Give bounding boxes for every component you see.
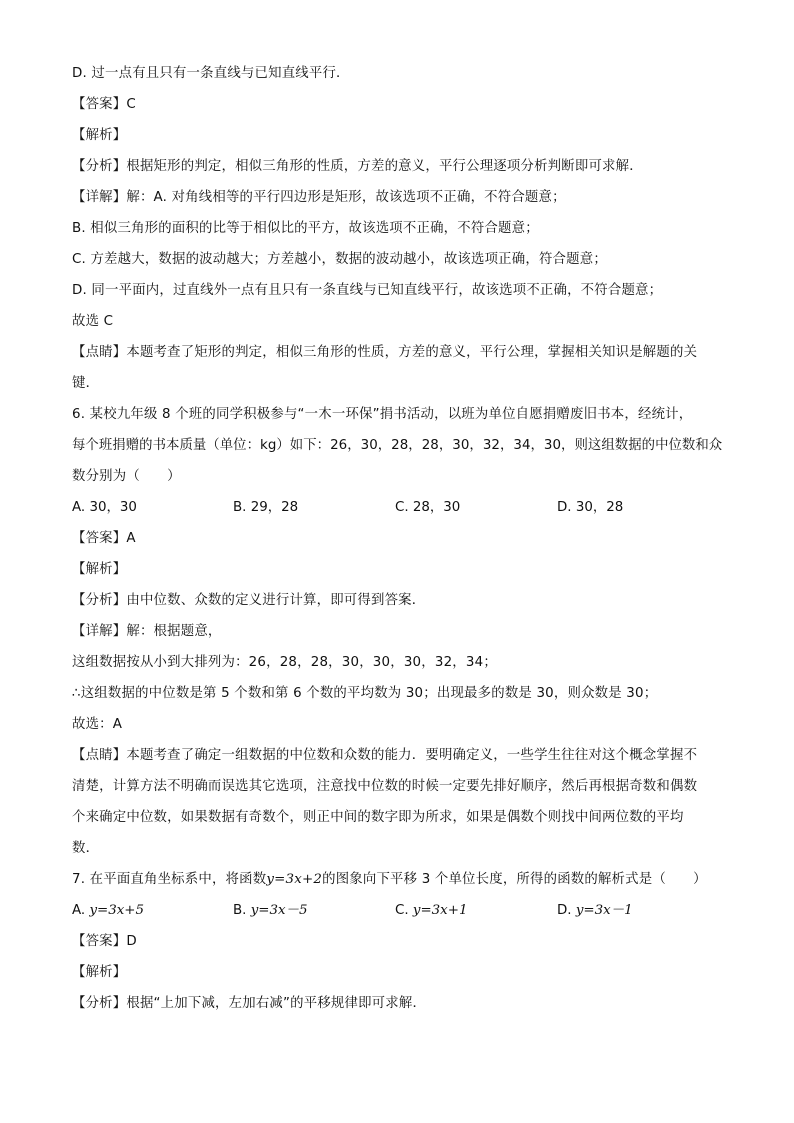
q5-comment-line-2: 键．: [72, 376, 100, 391]
q6-detail-3: ∴这组数据的中位数是第 5 个数和第 6 个数的平均数为 30；出现最多的数是 30，则众数是 30；: [72, 686, 658, 701]
q5-conclusion: 故选 C: [72, 314, 114, 329]
q7-option-c: [395, 902, 467, 920]
q6-option-a: A. 30，30: [72, 500, 137, 515]
q7-analysis: 【分析】根据“上加下减，左加右减”的平移规律即可求解．: [72, 996, 427, 1011]
q7-stem: [72, 871, 707, 889]
q7-option-a-expr: y=3x+5: [89, 903, 145, 918]
q6-conclusion: 故选：A: [72, 717, 123, 732]
q7-option-c-expr: y=3x+1: [412, 903, 468, 918]
q6-analysis: 【分析】由中位数、众数的定义进行计算，即可得到答案．: [72, 593, 426, 608]
q6-comment-line-2: 清楚，计算方法不明确而误选其它选项，注意找中位数的时候一定要先排好顺序，然后再根据奇数和偶数: [72, 779, 698, 794]
q7-option-d-label: D.: [557, 903, 572, 918]
q7-function: y=3x+2: [266, 872, 323, 887]
q6-comment-line-1: 【点睛】本题考查了确定一组数据的中位数和众数的能力．要明确定义，一些学生往往对这个概念掌握不: [72, 748, 698, 763]
q7-option-b-expr: y=3x－5: [250, 903, 308, 918]
q6-stem-line-2: 每个班捐赠的书本质量（单位：kg）如下：26，30，28，28，30，32，34，30，则这组数据的中位数和众: [72, 438, 723, 453]
q7-analysis-heading: 【解析】: [72, 965, 127, 980]
q6-option-b: B. 29，28: [233, 500, 299, 515]
q6-detail-1: 【详解】解：根据题意，: [72, 624, 222, 639]
q7-option-d: [557, 902, 633, 920]
q5-analysis: 【分析】根据矩形的判定，相似三角形的性质，方差的意义，平行公理逐项分析判断即可求解．: [72, 159, 643, 174]
q7-option-b: [233, 902, 308, 920]
q5-detail-c: C. 方差越大，数据的波动越大；方差越小，数据的波动越小，故该选项正确，符合题意；: [72, 252, 607, 267]
q7-option-b-label: B.: [233, 903, 247, 918]
q6-detail-2: 这组数据按从小到大排列为：26，28，28，30，30，30，32，34；: [72, 655, 497, 670]
q5-analysis-heading: 【解析】: [72, 128, 127, 143]
q6-option-d: D. 30，28: [557, 500, 624, 515]
q5-detail-b: B. 相似三角形的面积的比等于相似比的平方，故该选项不正确，不符合题意；: [72, 221, 539, 236]
q7-stem-prefix: 7. 在平面直角坐标系中，将函数: [72, 872, 267, 887]
q7-answer: 【答案】D: [72, 934, 137, 949]
q7-option-d-expr: y=3x－1: [575, 903, 633, 918]
q5-detail-d: D. 同一平面内，过直线外一点有且只有一条直线与已知直线平行，故该选项不正确，不符合题意；: [72, 283, 663, 298]
q6-comment-line-3: 个来确定中位数，如果数据有奇数个，则正中间的数字即为所求，如果是偶数个则找中间两位数的平均: [72, 810, 684, 825]
q5-detail-a: 【详解】解：A. 对角线相等的平行四边形是矩形，故该选项不正确，不符合题意；: [72, 190, 566, 205]
q7-option-c-label: C.: [395, 903, 409, 918]
q5-comment-line-1: 【点睛】本题考查了矩形的判定，相似三角形的性质，方差的意义，平行公理，掌握相关知识是解题的关: [72, 345, 698, 360]
q6-stem-line-3: 数分别为（ ）: [72, 469, 181, 484]
q7-option-a: [72, 902, 144, 920]
q6-stem-line-1: 6. 某校九年级 8 个班的同学积极参与“一木一环保”捐书活动，以班为单位自愿捐赠废旧书本，经统计，: [72, 407, 693, 422]
q7-option-a-label: A.: [72, 903, 86, 918]
q6-analysis-heading: 【解析】: [72, 562, 127, 577]
q6-option-c: C. 28，30: [395, 500, 461, 515]
q5-option-d: D. 过一点有且只有一条直线与已知直线平行．: [72, 66, 350, 81]
q5-answer: 【答案】C: [72, 97, 136, 112]
q6-comment-line-4: 数．: [72, 841, 100, 856]
q7-stem-suffix: 的图象向下平移 3 个单位长度，所得的函数的解析式是（ ）: [322, 872, 707, 887]
q6-answer: 【答案】A: [72, 531, 136, 546]
